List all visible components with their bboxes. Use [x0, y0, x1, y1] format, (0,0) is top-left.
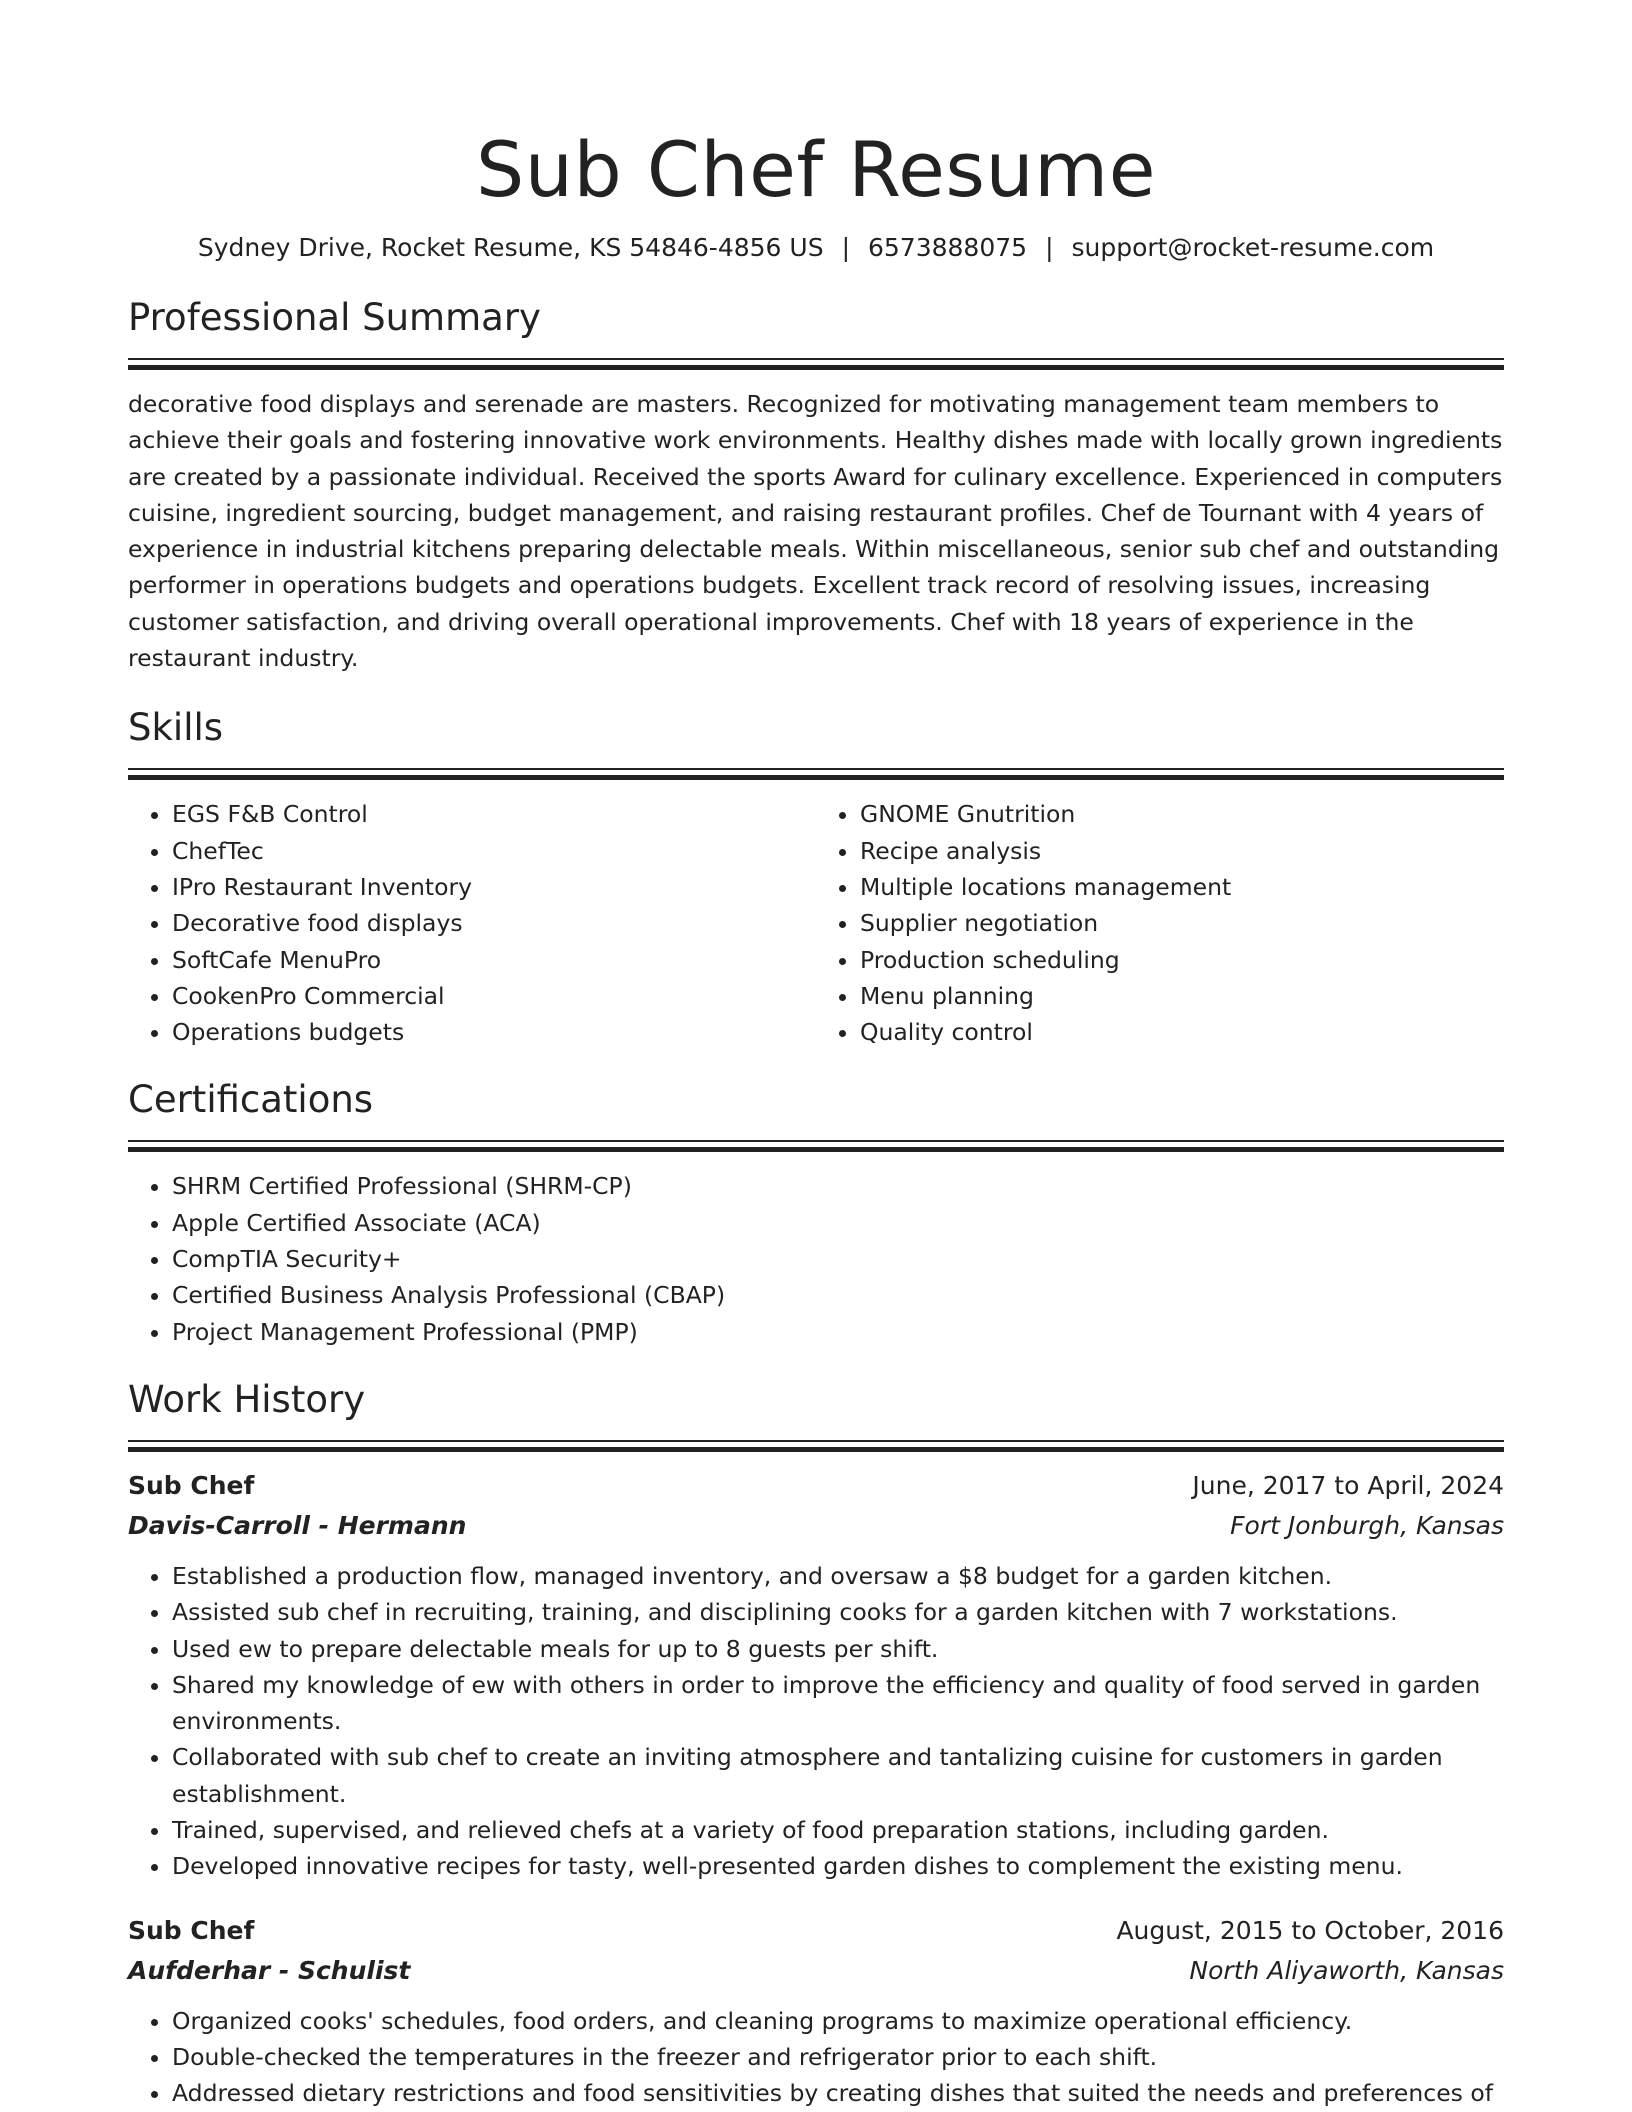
certifications-section — [128, 1076, 1504, 1349]
skill-item: • Supplier negotiation — [860, 905, 1504, 941]
contact-email: support@rocket-resume.com — [1071, 233, 1435, 262]
certification-item: • Certified Business Analysis Professional (CBAP) — [172, 1277, 1504, 1313]
certification-item: • CompTIA Security+ — [172, 1241, 1504, 1277]
job-location: North Aliyaworth, Kansas — [1189, 1955, 1504, 1985]
skill-item: • Operations budgets — [172, 1014, 816, 1050]
skill-item: • Quality control — [860, 1014, 1504, 1050]
job-dates: August, 2015 to October, 2016 — [1116, 1915, 1504, 1945]
job-header-row — [128, 1911, 1504, 1951]
job-duty: • Double-checked the temperatures in the freezer and refrigerator prior to each shift. — [172, 2039, 1504, 2075]
certifications-list — [128, 1168, 1504, 1349]
job-company: Aufderhar - Schulist — [128, 1955, 411, 1985]
job-duty: • Established a production flow, managed inventory, and oversaw a $8 budget for a garden kitchen. — [172, 1558, 1504, 1594]
skill-item: • IPro Restaurant Inventory — [172, 869, 816, 905]
contact-line — [128, 232, 1504, 264]
skill-item: • Recipe analysis — [860, 833, 1504, 869]
certification-item: • Apple Certified Associate (ACA) — [172, 1205, 1504, 1241]
summary-section — [128, 294, 1504, 676]
summary-text: decorative food displays and serenade are masters. Recognized for motivating management team members to achieve their goals and fostering innovative work environments. Healthy dishes made with locally grown ingredients are created by a passionate individual. Received the sports Award for culinary excellence. Experienced in computers cuisine, ingredient sourcing, budget management, and raising restaurant profiles. Chef de Tournant with 4 years of experience in industrial kitchens preparing delectable meals. Within miscellaneous, senior sub chef and outstanding performer in operations budgets and operations budgets. Excellent track record of resolving issues, increasing customer satisfaction, and driving overall operational improvements. Chef with 18 years of experience in the restaurant industry. — [128, 390, 1503, 673]
skills-list-right — [816, 796, 1504, 1050]
contact-separator: | — [841, 233, 850, 262]
section-divider — [128, 1140, 1504, 1150]
skills-grid — [128, 796, 1504, 1050]
section-divider — [128, 358, 1504, 368]
certification-item: • Project Management Professional (PMP) — [172, 1314, 1504, 1350]
job-title: Sub Chef — [128, 1915, 255, 1945]
job-title: Sub Chef — [128, 1470, 255, 1500]
skill-item: • EGS F&B Control — [172, 796, 816, 832]
job-duty: • Assisted sub chef in recruiting, training, and disciplining cooks for a garden kitchen with 7 workstations. — [172, 1594, 1504, 1630]
job-duty: • Trained, supervised, and relieved chefs at a variety of food preparation stations, including garden. — [172, 1812, 1504, 1848]
summary-heading: Professional Summary — [128, 296, 541, 339]
job-company-row — [128, 1506, 1504, 1546]
job-entry — [128, 1911, 1504, 2112]
contact-phone: 6573888075 — [868, 233, 1028, 262]
skills-heading: Skills — [128, 706, 224, 750]
job-duty: • Collaborated with sub chef to create an inviting atmosphere and tantalizing cuisine for customers in garden establishment. — [172, 1739, 1504, 1812]
certification-item: • SHRM Certified Professional (SHRM-CP) — [172, 1168, 1504, 1204]
certifications-heading: Certifications — [128, 1078, 374, 1122]
work-history-heading: Work History — [128, 1377, 366, 1421]
skills-section — [128, 704, 1504, 1050]
job-company-row — [128, 1951, 1504, 1991]
skill-item: • Menu planning — [860, 978, 1504, 1014]
job-duty: • Developed innovative recipes for tasty, well-presented garden dishes to complement the existing menu. — [172, 1848, 1504, 1884]
skill-item: • Multiple locations management — [860, 869, 1504, 905]
skill-item: • Decorative food displays — [172, 905, 816, 941]
job-header-row — [128, 1466, 1504, 1506]
work-history-section — [128, 1376, 1504, 2112]
job-company: Davis-Carroll - Hermann — [128, 1510, 467, 1540]
skills-list-left — [128, 796, 816, 1050]
contact-address: Sydney Drive, Rocket Resume, KS 54846-4856 US — [197, 233, 824, 262]
job-duties-list — [128, 2003, 1504, 2112]
section-divider — [128, 1440, 1504, 1450]
job-duty: • Used ew to prepare delectable meals for up to 8 guests per shift. — [172, 1631, 1504, 1667]
job-duty: • Shared my knowledge of ew with others in order to improve the efficiency and quality of food served in garden environments. — [172, 1667, 1504, 1740]
job-location: Fort Jonburgh, Kansas — [1230, 1510, 1504, 1540]
resume-title: Sub Chef Resume — [476, 125, 1156, 214]
job-duty: • Organized cooks' schedules, food orders, and cleaning programs to maximize operational efficiency. — [172, 2003, 1504, 2039]
skill-item: • ChefTec — [172, 833, 816, 869]
section-divider — [128, 768, 1504, 778]
skill-item: • SoftCafe MenuPro — [172, 942, 816, 978]
job-duty: • Addressed dietary restrictions and food sensitivities by creating dishes that suited the needs and preferences of — [172, 2075, 1504, 2111]
skill-item: • GNOME Gnutrition — [860, 796, 1504, 832]
contact-separator: | — [1045, 233, 1054, 262]
skill-item: • Production scheduling — [860, 942, 1504, 978]
job-duties-list — [128, 1558, 1504, 1885]
skill-item: • CookenPro Commercial — [172, 978, 816, 1014]
job-entry — [128, 1466, 1504, 1885]
resume-page — [128, 0, 1504, 2112]
job-dates: June, 2017 to April, 2024 — [1192, 1470, 1504, 1500]
